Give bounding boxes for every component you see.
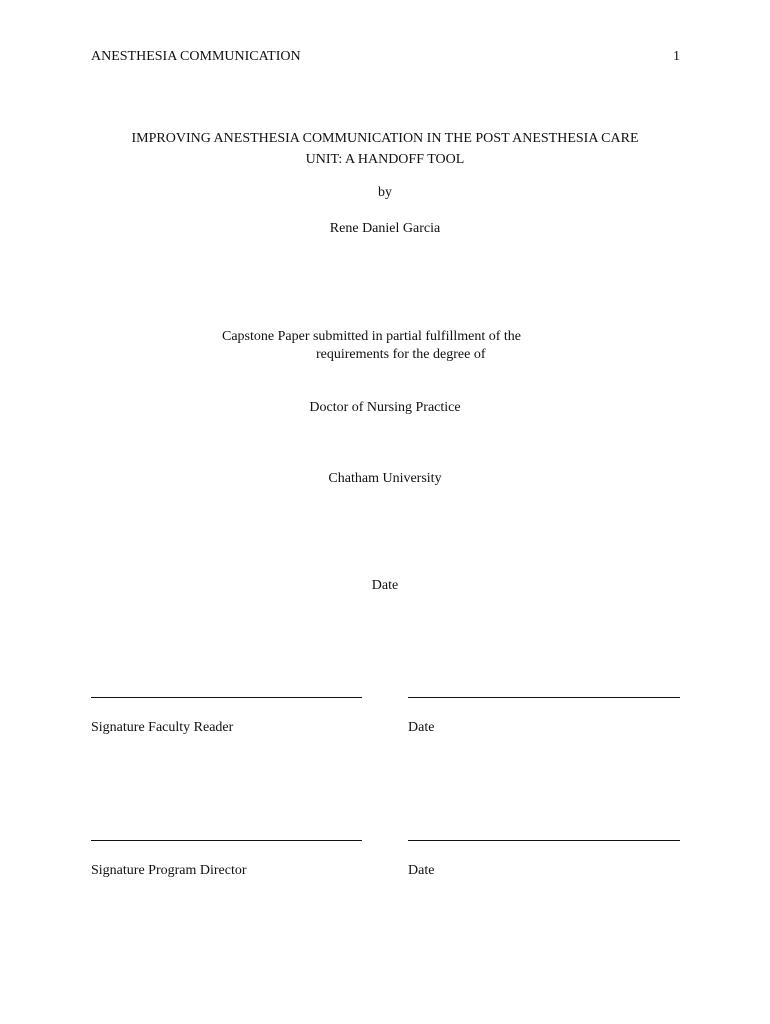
byline-by: by [378,185,392,200]
submission-line-1: Capstone Paper submitted in partial fulfillment of the [222,329,521,344]
date-label-faculty-reader: Date [408,720,435,735]
title-line-2: UNIT: A HANDOFF TOOL [305,152,465,167]
date-line-faculty-reader [408,697,680,698]
date-label: Date [371,578,399,593]
author-name: Rene Daniel Garcia [329,221,441,236]
university-name: Chatham University [328,471,442,486]
title-line-1: IMPROVING ANESTHESIA COMMUNICATION IN THE POST ANESTHESIA CARE [131,131,639,146]
running-head: ANESTHESIA COMMUNICATION [91,49,301,64]
signature-label-program-director: Signature Program Director [91,863,247,878]
degree-name: Doctor of Nursing Practice [309,400,461,415]
signature-line-faculty-reader [91,697,362,698]
date-label-program-director: Date [408,863,435,878]
signature-label-faculty-reader: Signature Faculty Reader [91,720,234,735]
signature-line-program-director [91,840,362,841]
submission-line-2: requirements for the degree of [316,347,486,362]
page-number: 1 [673,49,680,64]
date-line-program-director [408,840,680,841]
